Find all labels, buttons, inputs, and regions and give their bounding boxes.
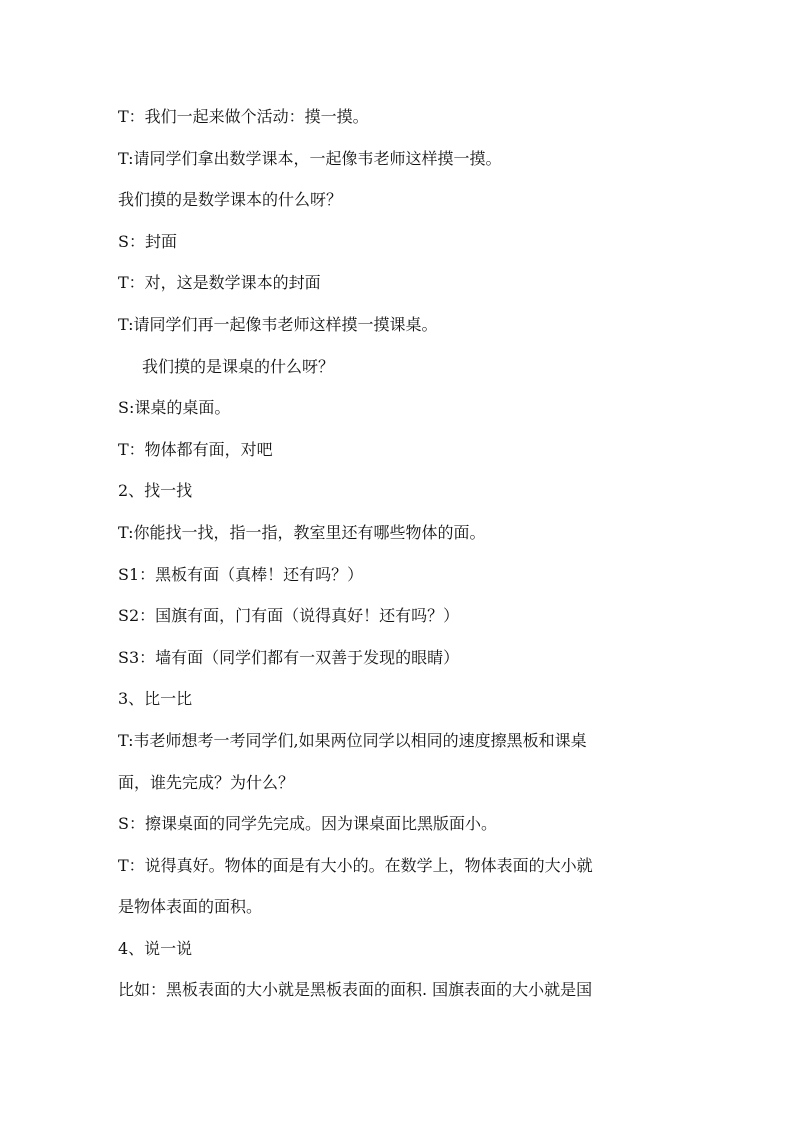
text-line: T:请同学们再一起像韦老师这样摸一摸课桌。 (118, 314, 438, 334)
section-heading: 4、说一说 (118, 938, 193, 958)
section-heading: 2、找一找 (118, 481, 193, 501)
text-line: T：物体都有面，对吧 (118, 439, 273, 459)
text-line: 是物体表面的面积。 (118, 897, 263, 917)
text-line: 比如：黑板表面的大小就是黑板表面的面积. 国旗表面的大小就是国 (118, 980, 593, 1000)
text-line: 面，谁先完成？为什么？ (118, 772, 295, 792)
text-line: T：说得真好。物体的面是有大小的。在数学上，物体表面的大小就 (118, 855, 593, 875)
section-heading: 3、比一比 (118, 689, 193, 709)
text-line: S1：黑板有面（真棒！还有吗？） (118, 564, 364, 584)
text-line: S：擦课桌面的同学先完成。因为课桌面比黑版面小。 (118, 814, 497, 834)
text-line: S2：国旗有面，门有面（说得真好！还有吗？） (118, 606, 460, 626)
text-line: T:请同学们拿出数学课本，一起像韦老师这样摸一摸。 (118, 148, 502, 168)
text-line-indented: 我们摸的是课桌的什么呀？ (142, 356, 335, 376)
text-line: S:课桌的桌面。 (118, 398, 231, 418)
text-line: S：封面 (118, 231, 177, 251)
text-line: T:韦老师想考一考同学们,如果两位同学以相同的速度擦黑板和课桌 (118, 730, 587, 750)
text-line: T：对，这是数学课本的封面 (118, 273, 321, 293)
document-body (118, 103, 690, 1018)
text-line: T:你能找一找，指一指，教室里还有哪些物体的面。 (118, 522, 486, 542)
text-line: 我们摸的是数学课本的什么呀？ (118, 190, 343, 210)
text-line: S3：墙有面（同学们都有一双善于发现的眼睛） (118, 647, 460, 667)
text-line: T：我们一起来做个活动：摸一摸。 (118, 107, 369, 126)
